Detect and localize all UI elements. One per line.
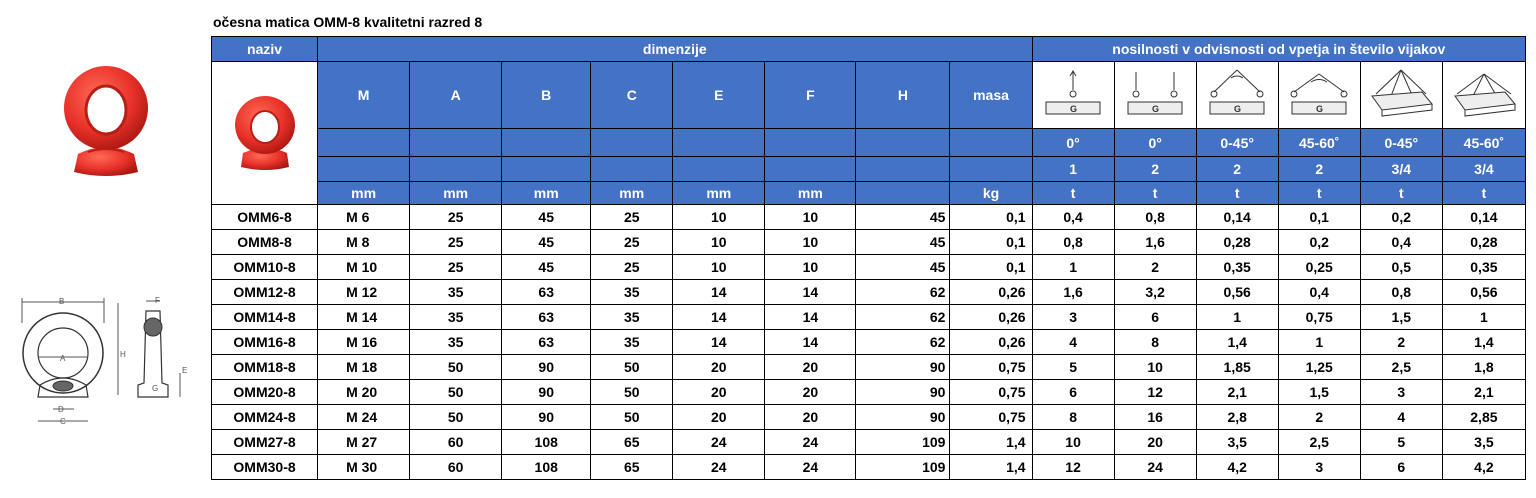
table-cell: 16: [1114, 405, 1196, 430]
table-cell: 0,8: [1032, 230, 1114, 255]
table-cell: 10: [765, 230, 856, 255]
table-cell: 25: [410, 255, 502, 280]
table-cell: 35: [591, 280, 673, 305]
unit-label: mm: [765, 182, 856, 205]
svg-text:G: G: [1152, 104, 1160, 114]
table-cell: M 27: [318, 430, 410, 455]
table-cell: 62: [856, 280, 950, 305]
table-cell: 20: [1114, 430, 1196, 455]
row-name-cell: OMM8-8: [212, 230, 318, 255]
angle-label: 0-45°: [1360, 129, 1442, 157]
table-cell: 35: [410, 305, 502, 330]
svg-text:G: G: [1070, 104, 1078, 114]
table-cell: 50: [591, 380, 673, 405]
table-row: [212, 255, 1526, 280]
blank-cell: [765, 129, 856, 157]
table-cell: 25: [591, 255, 673, 280]
table-cell: M 16: [318, 330, 410, 355]
blank-cell: [856, 129, 950, 157]
table-cell: 3: [1278, 455, 1360, 480]
row-name-cell: OMM30-8: [212, 455, 318, 480]
blank-cell: [856, 157, 950, 182]
table-cell: 1: [1032, 255, 1114, 280]
row-name-cell: OMM6-8: [212, 205, 318, 230]
table-cell: 2: [1278, 405, 1360, 430]
table-cell: 25: [591, 230, 673, 255]
row-name-cell: OMM14-8: [212, 305, 318, 330]
bolt-count-label: 3/4: [1442, 157, 1525, 182]
table-cell: 1,6: [1032, 280, 1114, 305]
table-cell: M 30: [318, 455, 410, 480]
table-cell: 0,1: [1278, 205, 1360, 230]
table-cell: 1,8: [1442, 355, 1525, 380]
table-cell: 0,26: [950, 280, 1032, 305]
page-title: očesna matica OMM-8 kvalitetni razred 8: [213, 14, 483, 30]
table-cell: 4,2: [1442, 455, 1525, 480]
row-name-cell: OMM10-8: [212, 255, 318, 280]
svg-text:G: G: [1316, 104, 1324, 114]
table-cell: 0,14: [1442, 205, 1525, 230]
angle-label: 0-45°: [1196, 129, 1278, 157]
table-cell: 25: [410, 205, 502, 230]
table-cell: 0,4: [1032, 205, 1114, 230]
table-row: [212, 305, 1526, 330]
table-cell: 4: [1360, 405, 1442, 430]
table-cell: 0,35: [1196, 255, 1278, 280]
table-cell: M 12: [318, 280, 410, 305]
table-row: [212, 280, 1526, 305]
table-cell: 10: [765, 255, 856, 280]
table-cell: 2: [1360, 330, 1442, 355]
blank-cell: [765, 157, 856, 182]
table-cell: 14: [765, 305, 856, 330]
bolt-count-label: 3/4: [1360, 157, 1442, 182]
drawing-label-c: C: [60, 417, 66, 426]
table-cell: 3,5: [1442, 430, 1525, 455]
col-header-a: A: [410, 62, 502, 129]
table-cell: 0,25: [1278, 255, 1360, 280]
table-cell: 14: [765, 330, 856, 355]
table-cell: 109: [856, 455, 950, 480]
two-leg-60-lift-icon: [1278, 62, 1360, 129]
table-cell: 45: [856, 230, 950, 255]
table-cell: 1,85: [1196, 355, 1278, 380]
table-cell: 0,56: [1196, 280, 1278, 305]
table-cell: 109: [856, 430, 950, 455]
header-nosilnosti: nosilnosti v odvisnosti od vpetja in število vijakov: [1032, 37, 1525, 62]
table-cell: 1,4: [950, 455, 1032, 480]
table-cell: 1,6: [1114, 230, 1196, 255]
table-cell: 24: [765, 455, 856, 480]
col-header-h: H: [856, 62, 950, 129]
table-cell: 90: [856, 355, 950, 380]
table-cell: 3,2: [1114, 280, 1196, 305]
table-cell: 14: [673, 280, 765, 305]
multi-leg-60-lift-icon: [1442, 62, 1525, 129]
drawing-label-g: G: [152, 384, 159, 393]
drawing-label-d: D: [58, 405, 64, 414]
table-cell: 45: [502, 230, 591, 255]
blank-cell: [502, 157, 591, 182]
col-header-f: F: [765, 62, 856, 129]
unit-label: mm: [318, 182, 410, 205]
table-cell: 20: [673, 355, 765, 380]
unit-label: t: [1196, 182, 1278, 205]
row-name-cell: OMM27-8: [212, 430, 318, 455]
row-name-cell: OMM20-8: [212, 380, 318, 405]
table-cell: 0,1: [950, 230, 1032, 255]
table-cell: 90: [856, 380, 950, 405]
col-header-masa: masa: [950, 62, 1032, 129]
table-cell: 4,2: [1196, 455, 1278, 480]
table-row: [212, 355, 1526, 380]
table-cell: 0,2: [1278, 230, 1360, 255]
table-cell: 0,26: [950, 330, 1032, 355]
table-cell: 0,1: [950, 205, 1032, 230]
table-cell: M 14: [318, 305, 410, 330]
table-cell: 1,4: [1196, 330, 1278, 355]
table-cell: 3: [1360, 380, 1442, 405]
table-cell: 12: [1032, 455, 1114, 480]
drawing-label-b: B: [59, 297, 65, 306]
table-cell: 6: [1114, 305, 1196, 330]
blank-cell: [673, 129, 765, 157]
table-cell: 65: [591, 430, 673, 455]
table-cell: M 6: [318, 205, 410, 230]
table-cell: 20: [765, 405, 856, 430]
table-row: [212, 380, 1526, 405]
table-cell: 8: [1114, 330, 1196, 355]
table-cell: 0,1: [950, 255, 1032, 280]
unit-label: mm: [502, 182, 591, 205]
table-cell: 24: [1114, 455, 1196, 480]
table-cell: 14: [673, 330, 765, 355]
table-cell: 65: [591, 455, 673, 480]
bolt-count-label: 2: [1278, 157, 1360, 182]
table-cell: 5: [1360, 430, 1442, 455]
blank-cell: [591, 157, 673, 182]
table-cell: 90: [856, 405, 950, 430]
table-cell: 2,85: [1442, 405, 1525, 430]
unit-label: t: [1278, 182, 1360, 205]
col-header-b: B: [502, 62, 591, 129]
product-thumbnail: [212, 62, 318, 205]
table-cell: 1,5: [1360, 305, 1442, 330]
drawing-label-a: A: [60, 354, 66, 363]
table-cell: 2,5: [1360, 355, 1442, 380]
multi-leg-45-lift-icon: [1360, 62, 1442, 129]
table-cell: 6: [1360, 455, 1442, 480]
table-cell: 1: [1196, 305, 1278, 330]
table-cell: M 10: [318, 255, 410, 280]
bolt-count-label: 1: [1032, 157, 1114, 182]
table-cell: 50: [410, 355, 502, 380]
table-cell: 45: [856, 205, 950, 230]
table-row: [212, 330, 1526, 355]
dimension-drawing: [18, 293, 213, 433]
bolt-count-label: 2: [1114, 157, 1196, 182]
row-name-cell: OMM12-8: [212, 280, 318, 305]
unit-label: mm: [410, 182, 502, 205]
table-cell: 10: [1114, 355, 1196, 380]
table-cell: 1,25: [1278, 355, 1360, 380]
unit-label: [856, 182, 950, 205]
drawing-label-e: E: [182, 366, 188, 375]
table-cell: 4: [1032, 330, 1114, 355]
row-name-cell: OMM16-8: [212, 330, 318, 355]
two-leg-45-lift-icon: [1196, 62, 1278, 129]
table-cell: 3: [1032, 305, 1114, 330]
table-cell: 1: [1442, 305, 1525, 330]
eye-nut-photo: [58, 62, 154, 180]
blank-cell: [502, 129, 591, 157]
table-cell: 10: [765, 205, 856, 230]
table-cell: 0,35: [1442, 255, 1525, 280]
table-row: [212, 230, 1526, 255]
table-cell: 108: [502, 430, 591, 455]
table-row: [212, 405, 1526, 430]
table-cell: 0,75: [950, 355, 1032, 380]
table-cell: 0,75: [950, 405, 1032, 430]
table-cell: 20: [673, 380, 765, 405]
table-cell: 10: [673, 230, 765, 255]
blank-cell: [591, 129, 673, 157]
table-cell: 0,14: [1196, 205, 1278, 230]
drawing-label-h: H: [120, 350, 126, 359]
table-cell: 108: [502, 455, 591, 480]
table-cell: 5: [1032, 355, 1114, 380]
blank-cell: [950, 157, 1032, 182]
table-cell: M 20: [318, 380, 410, 405]
table-cell: 35: [591, 330, 673, 355]
table-cell: 90: [502, 405, 591, 430]
table-cell: 2: [1114, 255, 1196, 280]
table-cell: 24: [673, 430, 765, 455]
table-cell: 2,8: [1196, 405, 1278, 430]
table-cell: 0,28: [1442, 230, 1525, 255]
table-cell: M 8: [318, 230, 410, 255]
table-cell: 45: [502, 205, 591, 230]
table-cell: 90: [502, 355, 591, 380]
table-cell: 0,26: [950, 305, 1032, 330]
svg-text:G: G: [1234, 104, 1242, 114]
table-cell: 1,5: [1278, 380, 1360, 405]
table-cell: 63: [502, 305, 591, 330]
table-cell: 62: [856, 330, 950, 355]
table-cell: 0,2: [1360, 205, 1442, 230]
table-cell: 12: [1114, 380, 1196, 405]
table-cell: 3,5: [1196, 430, 1278, 455]
table-cell: 24: [673, 455, 765, 480]
table-cell: 1: [1278, 330, 1360, 355]
table-cell: 0,75: [950, 380, 1032, 405]
angle-label: 45-60˚: [1278, 129, 1360, 157]
unit-label: mm: [673, 182, 765, 205]
table-cell: 0,56: [1442, 280, 1525, 305]
single-vertical-lift-icon: [1032, 62, 1114, 129]
table-cell: 0,28: [1196, 230, 1278, 255]
table-cell: 8: [1032, 405, 1114, 430]
table-cell: 6: [1032, 380, 1114, 405]
col-header-e: E: [673, 62, 765, 129]
bolt-count-label: 2: [1196, 157, 1278, 182]
table-cell: 45: [856, 255, 950, 280]
table-cell: 25: [410, 230, 502, 255]
table-cell: 35: [591, 305, 673, 330]
drawing-label-f: F: [155, 296, 160, 305]
spec-table: [211, 36, 1526, 480]
table-cell: 10: [673, 205, 765, 230]
table-cell: 0,4: [1360, 230, 1442, 255]
table-cell: 2,1: [1442, 380, 1525, 405]
table-cell: 25: [591, 205, 673, 230]
unit-label: t: [1360, 182, 1442, 205]
header-naziv: naziv: [212, 37, 318, 62]
table-cell: 1,4: [1442, 330, 1525, 355]
table-cell: 50: [410, 405, 502, 430]
blank-cell: [410, 157, 502, 182]
unit-label: mm: [591, 182, 673, 205]
col-header-m: M: [318, 62, 410, 129]
angle-label: 45-60˚: [1442, 129, 1525, 157]
table-cell: 24: [765, 430, 856, 455]
table-cell: 62: [856, 305, 950, 330]
table-cell: 20: [765, 380, 856, 405]
table-cell: 50: [410, 380, 502, 405]
table-cell: 20: [765, 355, 856, 380]
table-cell: 60: [410, 430, 502, 455]
double-vertical-lift-icon: [1114, 62, 1196, 129]
table-cell: 90: [502, 380, 591, 405]
table-row: [212, 455, 1526, 480]
table-cell: 2,1: [1196, 380, 1278, 405]
table-cell: 63: [502, 280, 591, 305]
table-cell: 50: [591, 355, 673, 380]
table-cell: M 24: [318, 405, 410, 430]
header-dimenzije: dimenzije: [318, 37, 1033, 62]
table-cell: 20: [673, 405, 765, 430]
unit-label: t: [1442, 182, 1525, 205]
blank-cell: [410, 129, 502, 157]
angle-label: 0°: [1032, 129, 1114, 157]
unit-label: t: [1032, 182, 1114, 205]
blank-cell: [318, 157, 410, 182]
table-cell: 0,8: [1114, 205, 1196, 230]
col-header-c: C: [591, 62, 673, 129]
unit-label: t: [1114, 182, 1196, 205]
table-cell: 35: [410, 330, 502, 355]
table-cell: 45: [502, 255, 591, 280]
row-name-cell: OMM24-8: [212, 405, 318, 430]
table-cell: 14: [765, 280, 856, 305]
table-cell: 14: [673, 305, 765, 330]
table-cell: 35: [410, 280, 502, 305]
table-row: [212, 205, 1526, 230]
table-cell: 0,8: [1360, 280, 1442, 305]
table-cell: 1,4: [950, 430, 1032, 455]
table-row: [212, 430, 1526, 455]
table-cell: M 18: [318, 355, 410, 380]
blank-cell: [950, 129, 1032, 157]
table-cell: 60: [410, 455, 502, 480]
table-cell: 10: [673, 255, 765, 280]
table-cell: 0,75: [1278, 305, 1360, 330]
table-cell: 0,5: [1360, 255, 1442, 280]
table-cell: 63: [502, 330, 591, 355]
blank-cell: [318, 129, 410, 157]
row-name-cell: OMM18-8: [212, 355, 318, 380]
unit-label: kg: [950, 182, 1032, 205]
table-cell: 2,5: [1278, 430, 1360, 455]
blank-cell: [673, 157, 765, 182]
table-cell: 10: [1032, 430, 1114, 455]
table-cell: 50: [591, 405, 673, 430]
table-cell: 0,4: [1278, 280, 1360, 305]
angle-label: 0°: [1114, 129, 1196, 157]
